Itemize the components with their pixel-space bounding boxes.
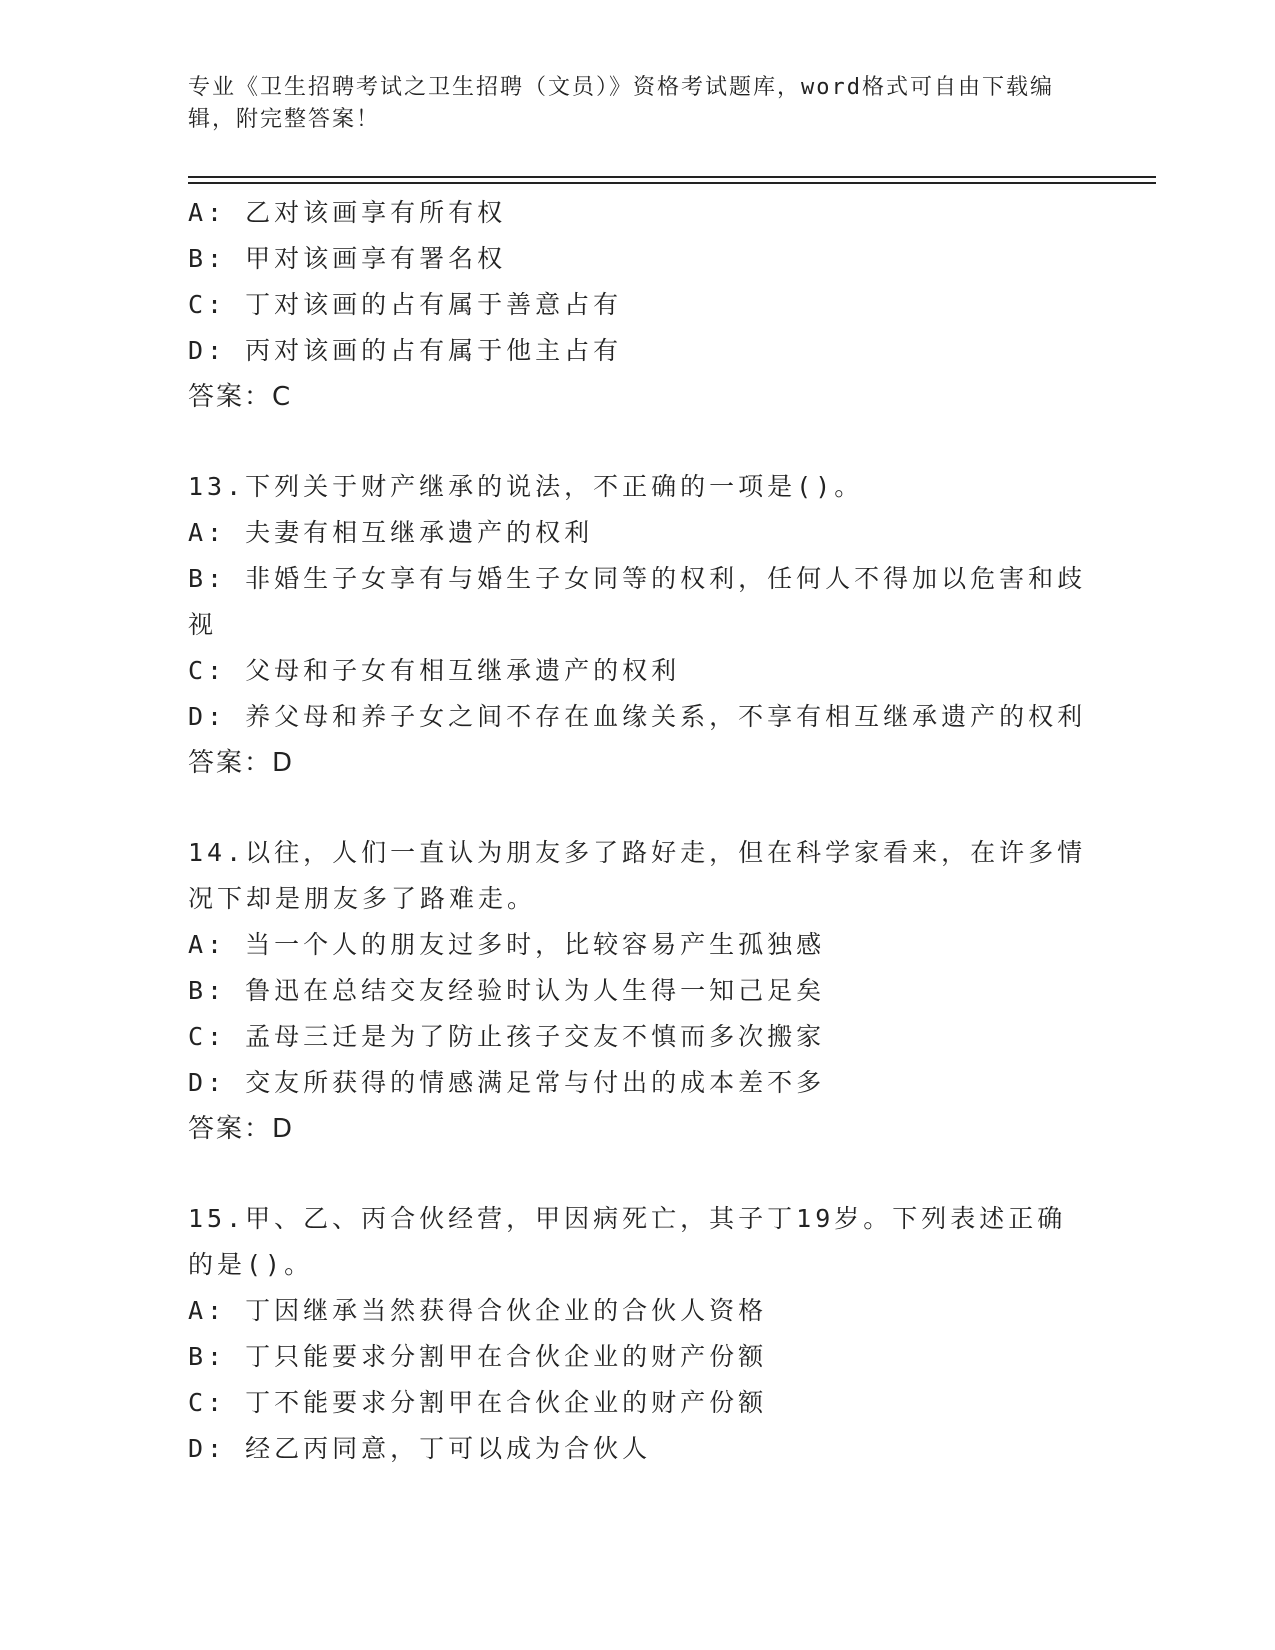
option-d: D: 交友所获得的情感满足常与付出的成本差不多 [188,1068,826,1097]
answer-line: 答案：D [188,1114,295,1144]
option-d: D: 养父母和养子女之间不存在血缘关系，不享有相互继承遗产的权利 [188,702,1087,731]
question-stem: 14.以往，人们一直认为朋友多了路好走，但在科学家看来，在许多情况下却是朋友多了路难走。 [188,838,1087,913]
question-gap [188,1152,1088,1196]
option-c: C: 丁对该画的占有属于善意占有 [188,290,623,319]
option-b: B: 鲁迅在总结交友经验时认为人生得一知己足矣 [188,976,826,1005]
option-a: A: 当一个人的朋友过多时，比较容易产生孤独感 [188,930,826,959]
question-list [188,190,1088,1472]
option-d: D: 经乙丙同意，丁可以成为合伙人 [188,1434,652,1463]
option-c: C: 丁不能要求分割甲在合伙企业的财产份额 [188,1388,768,1417]
answer-line: 答案：D [188,748,295,778]
option-c: C: 孟母三迁是为了防止孩子交友不慎而多次搬家 [188,1022,826,1051]
question-gap [188,786,1088,830]
question-13 [188,464,1088,786]
question-stem: 15.甲、乙、丙合伙经营，甲因病死亡，其子丁19岁。下列表述正确的是()。 [188,1204,1067,1279]
question-14 [188,830,1088,1152]
header-rule-top [188,176,1156,178]
answer-line: 答案：C [188,382,293,412]
option-b: B: 甲对该画享有署名权 [188,244,507,273]
option-b: B: 丁只能要求分割甲在合伙企业的财产份额 [188,1342,768,1371]
question-gap [188,420,1088,464]
option-a: A: 乙对该画享有所有权 [188,198,507,227]
question-12-tail [188,190,1088,420]
option-a: A: 丁因继承当然获得合伙企业的合伙人资格 [188,1296,768,1325]
question-15 [188,1196,1088,1472]
header-rule-bottom [188,182,1156,184]
document-header: 专业《卫生招聘考试之卫生招聘（文员）》资格考试题库，word格式可自由下载编辑，附完整答案！ [188,75,1054,132]
option-c: C: 父母和子女有相互继承遗产的权利 [188,656,681,685]
option-d: D: 丙对该画的占有属于他主占有 [188,336,623,365]
option-a: A: 夫妻有相互继承遗产的权利 [188,518,594,547]
question-stem: 13.下列关于财产继承的说法，不正确的一项是()。 [188,472,864,501]
option-b: B: 非婚生子女享有与婚生子女同等的权利，任何人不得加以危害和歧视 [188,564,1087,639]
